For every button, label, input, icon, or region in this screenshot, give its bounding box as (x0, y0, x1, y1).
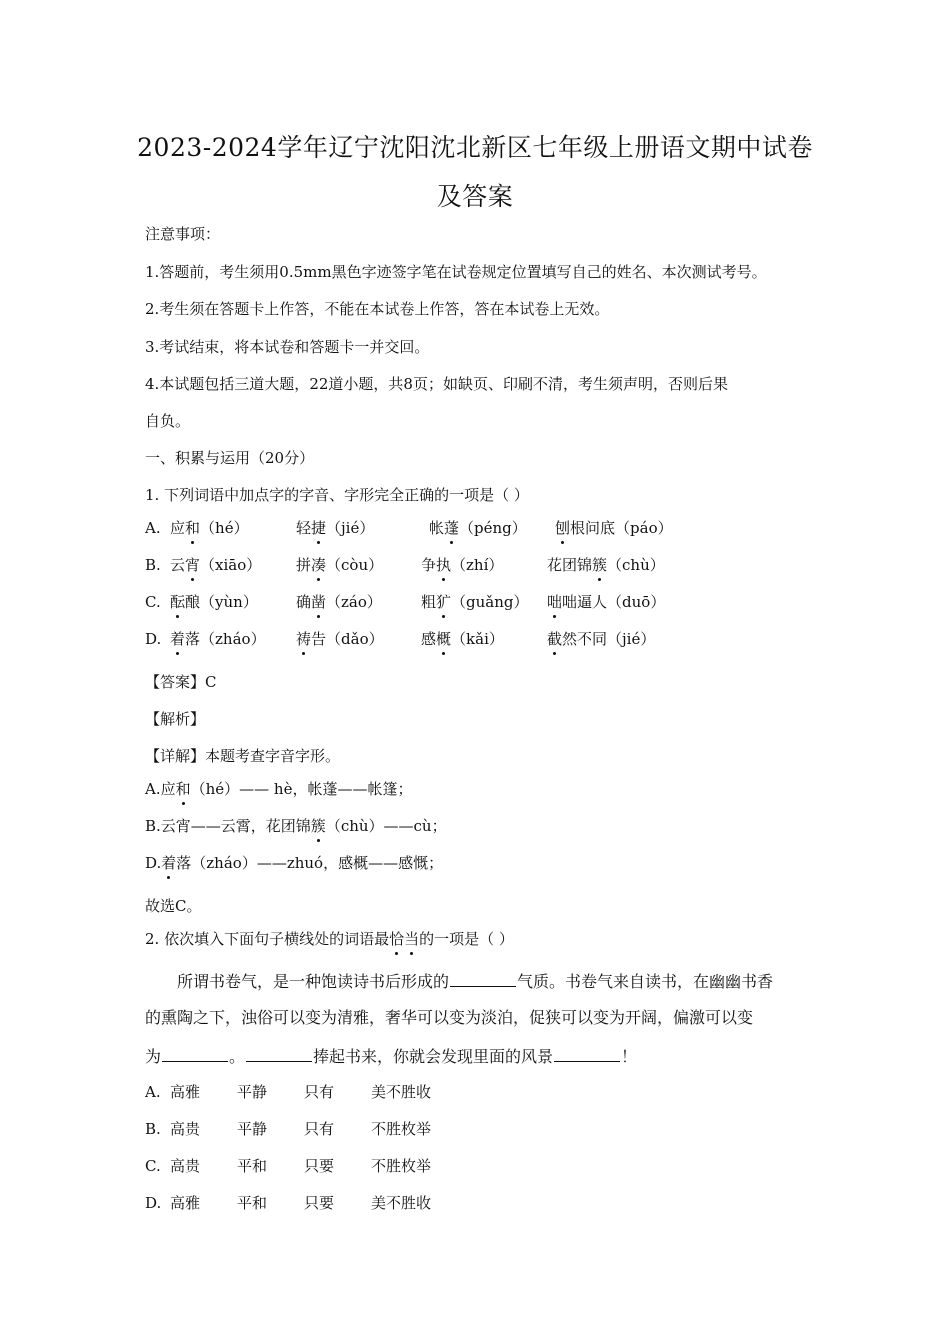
fill-in-blank (450, 970, 516, 987)
question-1-analysis-line-d: D.着落（zháo）——zhuó，感概——感慨； (145, 854, 444, 872)
option-word: 酝酿（yùn） (170, 593, 258, 611)
notice-item-2: 2.考生须在答题卡上作答，不能在本试卷上作答，答在本试卷上无效。 (145, 300, 610, 318)
dotted-char: 凿 (311, 593, 327, 611)
dotted-char: 执 (436, 556, 452, 574)
question-1-analysis-line-b: B.云宵——云霄，花团锦簇（chù）——cù； (145, 817, 447, 835)
option-word: 咄咄逼人（duō） (547, 593, 666, 611)
option-word: 美不胜收 (371, 1083, 432, 1101)
option-word: 平和 (237, 1194, 268, 1212)
option-word: 着落（zháo） (170, 630, 266, 648)
dotted-char: 着 (170, 630, 186, 648)
option-label: D. (145, 630, 162, 648)
dotted-char: 和 (185, 519, 201, 537)
dotted-char: 簇 (310, 817, 326, 835)
option-word: 平和 (237, 1157, 268, 1175)
notice-item-4-continued: 自负。 (145, 412, 191, 430)
dotted-char: 当 (404, 930, 420, 948)
question-1-option-d (0, 629, 950, 649)
option-word: 争执（zhí） (421, 556, 504, 574)
document-title-line-2: 及答案 (436, 182, 514, 211)
option-word: 应和（hé） (170, 519, 249, 537)
question-2-stem: 2. 依次填入下面句子横线处的词语最恰当的一项是（ ） (145, 930, 514, 948)
dotted-char: 簇 (592, 556, 608, 574)
section-heading: 一、积累与运用（20分） (145, 449, 315, 467)
option-word: 云宵（xiāo） (170, 556, 262, 574)
question-1-conclusion: 故选C。 (145, 897, 202, 915)
fill-in-blank (162, 1045, 228, 1062)
option-word: 只有 (304, 1120, 335, 1138)
dotted-char: 着 (161, 854, 177, 872)
dotted-char: 概 (436, 630, 452, 648)
dotted-char: 酝 (170, 593, 186, 611)
option-word: 感概（kǎi） (421, 630, 504, 648)
option-word: 帐蓬（péng） (429, 519, 527, 537)
option-label: C. (145, 1157, 161, 1175)
option-word: 高贵 (170, 1120, 201, 1138)
question-1-answer: 【答案】C (145, 673, 217, 691)
option-word: 只要 (304, 1194, 335, 1212)
option-word: 确凿（záo） (296, 593, 382, 611)
option-word: 平静 (237, 1120, 268, 1138)
option-word: 粗犷（guǎng） (421, 593, 529, 611)
question-2-option-d (0, 1193, 950, 1213)
option-word: 花团锦簇（chù） (547, 556, 665, 574)
question-2-paragraph-line-2: 的熏陶之下，浊俗可以变为清雅，奢华可以变为淡泊，促狭可以变为开阔，偏激可以变 (145, 1008, 754, 1027)
question-1-option-a (0, 518, 950, 538)
question-1-analysis-line-a: A.应和（hé）—— hè，帐蓬——帐篷； (145, 780, 413, 798)
notice-heading: 注意事项： (145, 225, 221, 243)
option-label: C. (145, 593, 161, 611)
dotted-char: 和 (175, 780, 191, 798)
document-title-line-1: 2023-2024学年辽宁沈阳沈北新区七年级上册语文期中试卷 (137, 133, 813, 162)
option-word: 高贵 (170, 1157, 201, 1175)
dotted-char: 蓬 (444, 519, 460, 537)
dotted-char: 宵 (185, 556, 201, 574)
option-word: 平静 (237, 1083, 268, 1101)
question-2-paragraph-line-3: 为 。 捧起书来，你就会发现里面的风景 ！ (145, 1047, 638, 1066)
option-label: D. (145, 1194, 162, 1212)
question-1-stem: 1. 下列词语中加点字的字音、字形完全正确的一项是（ ） (145, 486, 529, 504)
option-word: 高雅 (170, 1083, 201, 1101)
dotted-char: 捷 (311, 519, 327, 537)
option-label: B. (145, 1120, 161, 1138)
dotted-char: 截 (547, 630, 563, 648)
question-1-analysis-label: 【解析】 (145, 710, 206, 728)
option-label: A. (145, 1083, 161, 1101)
option-word: 美不胜收 (371, 1194, 432, 1212)
option-word: 轻捷（jié） (296, 519, 375, 537)
option-word: 刨根问底（páo） (555, 519, 673, 537)
question-1-option-c (0, 592, 950, 612)
option-label: A. (145, 519, 161, 537)
question-2-paragraph-line-1: 所谓书卷气，是一种饱读诗书后形成的 气质。书卷气来自读书，在幽幽书香 (177, 972, 774, 991)
dotted-char: 刨 (555, 519, 571, 537)
notice-item-1: 1.答题前，考生须用0.5mm黑色字迹签字笔在试卷规定位置填写自己的姓名、本次测试考号。 (145, 263, 767, 281)
dotted-char: 犷 (436, 593, 452, 611)
option-word: 截然不同（jié） (547, 630, 656, 648)
option-word: 拼凑（còu） (296, 556, 384, 574)
option-word: 高雅 (170, 1194, 201, 1212)
dotted-char: 祷 (296, 630, 312, 648)
question-2-option-c (0, 1156, 950, 1176)
question-2-option-a (0, 1082, 950, 1102)
option-word: 只要 (304, 1157, 335, 1175)
notice-item-3: 3.考试结束，将本试卷和答题卡一并交回。 (145, 338, 430, 356)
option-word: 不胜枚举 (371, 1120, 432, 1138)
option-word: 只有 (304, 1083, 335, 1101)
question-1-detail: 【详解】本题考查字音字形。 (145, 747, 341, 765)
notice-item-4: 4.本试题包括三道大题，22道小题，共8页；如缺页、印刷不清，考生须声明，否则后果 (145, 375, 728, 393)
dotted-char: 恰 (389, 930, 405, 948)
fill-in-blank (554, 1045, 620, 1062)
option-label: B. (145, 556, 161, 574)
question-2-option-b (0, 1119, 950, 1139)
option-word: 不胜枚举 (371, 1157, 432, 1175)
question-1-option-b (0, 555, 950, 575)
dotted-char: 咄 (547, 593, 563, 611)
dotted-char: 凑 (311, 556, 327, 574)
fill-in-blank (246, 1045, 312, 1062)
option-word: 祷告（dǎo） (296, 630, 384, 648)
